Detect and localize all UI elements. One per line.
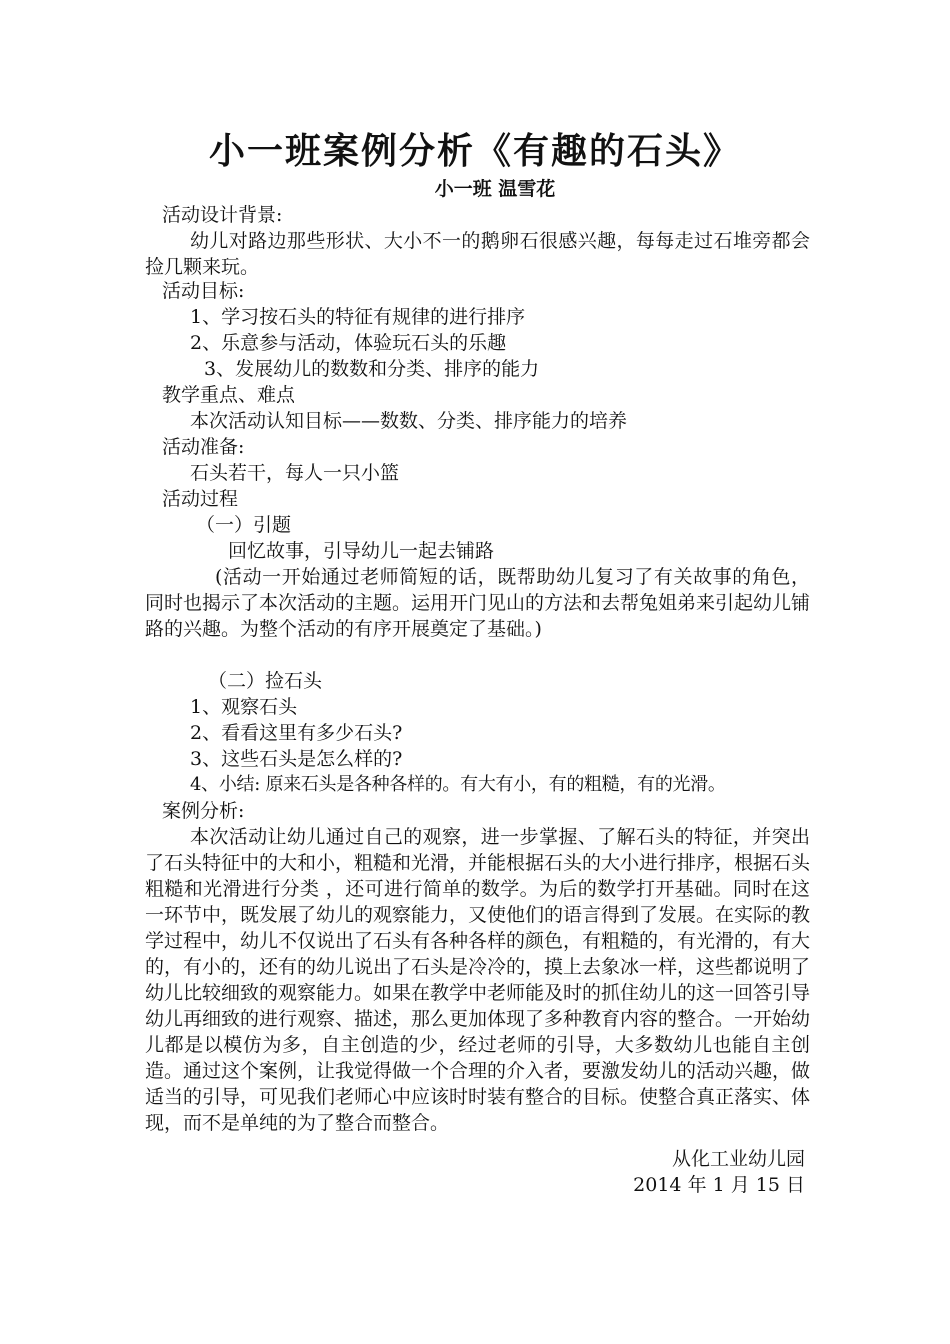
background-paragraph: 幼儿对路边那些形状、大小不一的鹅卵石很感兴趣，每每走过石堆旁都会捡几颗来玩。	[145, 230, 810, 278]
prep-heading: 活动准备:	[162, 436, 245, 458]
part2-item: 4、小结: 原来石头是各种各样的。有大有小，有的粗糙，有的光滑。	[190, 774, 726, 795]
goals-heading: 活动目标:	[162, 280, 245, 302]
goal-item: 2、乐意参与活动，体验玩石头的乐趣	[190, 332, 507, 354]
part2-heading: （二）捡石头	[208, 670, 323, 692]
part2-item: 1、观察石头	[190, 696, 298, 718]
document-author: 小一班 温雪花	[434, 178, 556, 200]
document-title: 小一班案例分析《有趣的石头》	[208, 130, 741, 172]
key-heading: 教学重点、难点	[162, 384, 296, 406]
part2-item: 3、这些石头是怎么样的?	[190, 748, 403, 770]
prep-text: 石头若干，每人一只小篮	[190, 462, 400, 484]
part1-heading: （一）引题	[196, 514, 292, 536]
key-text: 本次活动认知目标——数数、分类、排序能力的培养	[190, 410, 628, 432]
signature-org: 从化工业幼儿园	[671, 1148, 805, 1170]
process-heading: 活动过程	[162, 488, 239, 510]
part1-text: 回忆故事，引导幼儿一起去铺路	[228, 540, 495, 562]
signature-date: 2014 年 1 月 15 日	[633, 1174, 805, 1196]
analysis-heading: 案例分析:	[162, 800, 245, 822]
part1-note: (活动一开始通过老师简短的话，既帮助幼儿复习了有关故事的角色，同时也揭示了本次活动的主题。运用开门见山的方法和去帮兔姐弟来引起幼儿铺路的兴趣。为整个活动的有序开展奠定了基础。)	[145, 566, 811, 640]
goal-item: 3、发展幼儿的数数和分类、排序的能力	[204, 358, 540, 380]
part2-item: 2、看看这里有多少石头?	[190, 722, 403, 744]
goal-item: 1、学习按石头的特征有规律的进行排序	[190, 306, 526, 328]
background-heading: 活动设计背景:	[162, 204, 283, 226]
analysis-paragraph: 本次活动让幼儿通过自己的观察，进一步掌握、了解石头的特征，并突出了石头特征中的大和小，粗糙和光滑，并能根据石头的大小进行排序，根据石头粗糙和光滑进行分类 ，还可进行简单的数学。为后的数学打开基础。同时在这一环节中，既发展了幼儿的观察能力，又使他们的语言得到了发展。在实际的教学过程中，幼儿不仅说出了石头有各种各样的颜色，有粗糙的，有光滑的，有大的，有小的，还有的幼儿说出了石头是冷冷的，摸上去象冰一样，这些都说明了幼儿比较细致的观察能力。如果在教学中老师能及时的抓住幼儿的这一回答引导幼儿再细致的进行观察、描述，那么更加体现了多种教育内容的整合。一开始幼儿都是以模仿为多，自主创造的少，经过老师的引导，大多数幼儿也能自主创造。通过这个案例，让我觉得做一个合理的介入者，要激发幼儿的活动兴趣，做适当的引导，可见我们老师心中应该时时装有整合的目标。使整合真正落实、体现，而不是单纯的为了整合而整合。	[145, 826, 811, 1134]
